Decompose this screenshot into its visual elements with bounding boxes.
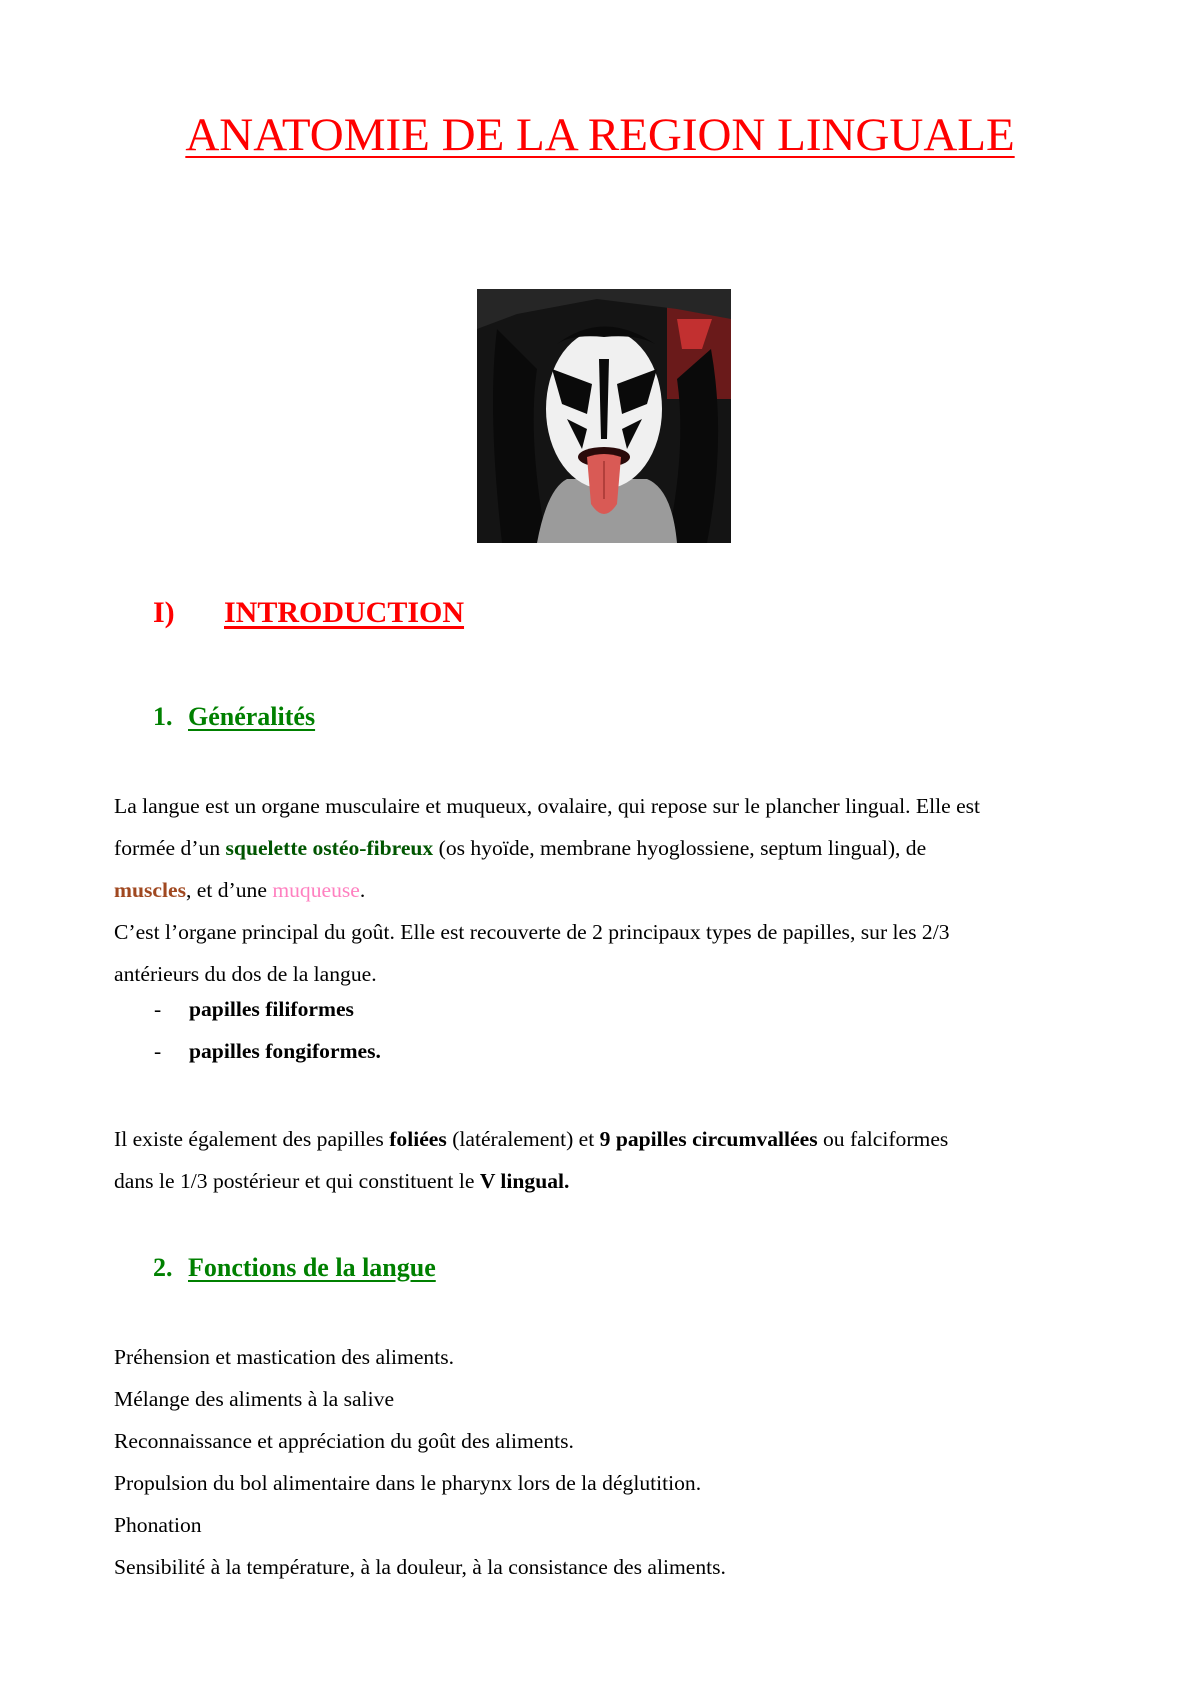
list-item-label: papilles fongiformes. — [189, 1039, 381, 1063]
section-title: INTRODUCTION — [224, 596, 465, 629]
list-dash: - — [154, 1039, 162, 1063]
function-item: Préhension et mastication des aliments. — [114, 1345, 455, 1369]
subheading-number: 2. — [153, 1253, 173, 1282]
function-item: Reconnaissance et appréciation du goût des aliments. — [114, 1429, 574, 1453]
text-run: (latéralement) et — [446, 1127, 600, 1151]
term-muqueuse: muqueuse — [272, 878, 360, 902]
text-line — [114, 1160, 1124, 1202]
paragraph-papilles — [114, 1118, 1124, 1202]
function-item: Phonation — [114, 1513, 202, 1537]
text-line: antérieurs du dos de la langue. — [114, 962, 377, 986]
paragraph-generalites — [114, 785, 1124, 995]
text-run: Il existe également des papilles — [114, 1127, 390, 1151]
list-dash: - — [154, 997, 162, 1021]
text-run: ou falciformes — [817, 1127, 949, 1151]
term-squelette: squelette ostéo-fibreux — [225, 836, 434, 860]
text-line: La langue est un organe musculaire et muqueux, ovalaire, qui repose sur le plancher lingual. Elle est — [114, 794, 981, 818]
list-item-label: papilles filiformes — [189, 997, 354, 1021]
function-item: Sensibilité à la température, à la douleur, à la consistance des aliments. — [114, 1555, 726, 1579]
text-run: dans le 1/3 postérieur et qui constituent le — [114, 1169, 480, 1193]
kiss-makeup-face-photo-icon — [477, 289, 731, 543]
document-title: ANATOMIE DE LA REGION LINGUALE — [185, 109, 1015, 161]
text-run: (os hyoïde, membrane hyoglossiene, septum lingual), de — [433, 836, 927, 860]
section-number: I) — [153, 596, 175, 629]
text-line — [114, 827, 1124, 869]
text-line — [114, 869, 1124, 911]
subheading-title: Généralités — [188, 702, 316, 731]
function-item: Mélange des aliments à la salive — [114, 1387, 395, 1411]
term-circumvallees: 9 papilles circumvallées — [599, 1127, 818, 1151]
text-line: C’est l’organe principal du goût. Elle est recouverte de 2 principaux types de papilles, sur les 2/3 — [114, 920, 950, 944]
subheading-title: Fonctions de la langue — [188, 1253, 436, 1282]
term-muscles: muscles — [114, 878, 186, 902]
text-run: formée d’un — [114, 836, 226, 860]
text-line — [114, 1118, 1124, 1160]
subheading-number: 1. — [153, 702, 173, 731]
function-item: Propulsion du bol alimentaire dans le pharynx lors de la déglutition. — [114, 1471, 702, 1495]
text-run: , et d’une — [185, 878, 273, 902]
term-v-lingual: V lingual. — [479, 1169, 570, 1193]
term-foliees: foliées — [389, 1127, 447, 1151]
text-run: . — [359, 878, 366, 902]
functions-list — [114, 1336, 1124, 1588]
